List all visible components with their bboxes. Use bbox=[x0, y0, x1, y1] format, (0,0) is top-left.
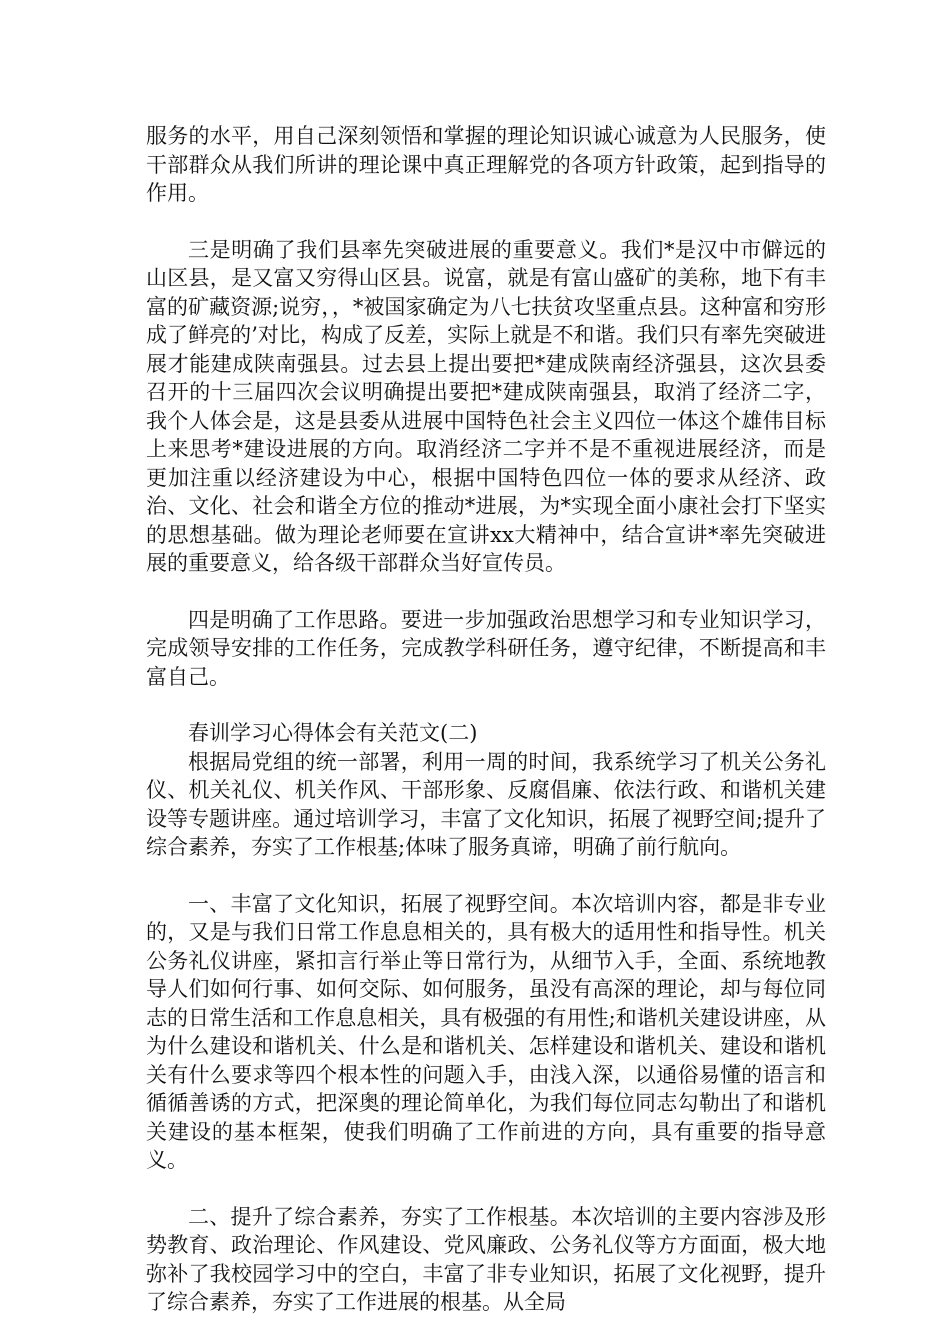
paragraph-intro: 根据局党组的统一部署，利用一周的时间，我系统学习了机关公务礼仪、机关礼仪、机关作风、干部形象、反腐倡廉、依法行政、和谐机关建设等专题讲座。通过培训学习，丰富了文化知识，拓展了视野空间;提升了综合素养，夯实了工作根基;体味了服务真谛，明确了前行航向。 bbox=[146, 749, 826, 859]
paragraph-point-three: 三是明确了我们县率先突破进展的重要意义。我们*是汉中市僻远的山区县，是又富又穷得山区县。说富，就是有富山盛矿的美称，地下有丰富的矿藏资源;说穷，，*被国家确定为八七扶贫攻坚重点县。这种富和穷形成了鲜亮的’对比，构成了反差，实际上就是不和谐。我们只有率先突破进展才能建成陕南强县。过去县上提出要把*建成陕南经济强县，这次县委召开的十三届四次会议明确提出要把*建成陕南强县，取消了经济二字，我个人体会是，这是县委从进展中国特色社会主义四位一体这个雄伟目标上来思考*建设进展的方向。取消经济二字并不是不重视进展经济，而是更加注重以经济建设为中心，根据中国特色四位一体的要求从经济、政治、文化、社会和谐全方位的推动*进展，为*实现全面小康社会打下坚实的思想基础。做为理论老师要在宣讲xx大精神中，结合宣讲*率先突破进展的重要意义，给各级干部群众当好宣传员。 bbox=[146, 237, 826, 575]
paragraph-section-two: 二、提升了综合素养，夯实了工作根基。本次培训的主要内容涉及形势教育、政治理论、作风建设、党风廉政、公务礼仪等方方面面，极大地弥补了我校园学习中的空白，丰富了非专业知识，拓展了文化视野，提升了综合素养，夯实了工作进展的根基。从全局 bbox=[146, 1204, 826, 1314]
paragraph-continuation: 服务的水平，用自己深刻领悟和掌握的理论知识诚心诚意为人民服务，使干部群众从我们所讲的理论课中真正理解党的各项方针政策，起到指导的作用。 bbox=[146, 124, 826, 205]
paragraph-section-one: 一、丰富了文化知识，拓展了视野空间。本次培训内容，都是非专业的，又是与我们日常工作息息相关的，具有极大的适用性和指导性。机关公务礼仪讲座，紧扣言行举止等日常行为，从细节入手，全面、系统地教导人们如何行事、如何交际、如何服务，虽没有高深的理论，却与每位同志的日常生活和工作息息相关，具有极强的有用性;和谐机关建设讲座，从为什么建设和谐机关、什么是和谐机关、怎样建设和谐机关、建设和谐机关有什么要求等四个根本性的问题入手，由浅入深，以通俗易懂的语言和循循善诱的方式，把深奥的理论简单化，为我们每位同志勾勒出了和谐机关建设的基本框架，使我们明确了工作前进的方向，具有重要的指导意义。 bbox=[146, 891, 826, 1172]
document-body bbox=[146, 122, 826, 1317]
paragraph-point-four: 四是明确了工作思路。要进一步加强政治思想学习和专业知识学习，完成领导安排的工作任务，完成教学科研任务，遵守纪律，不断提高和丰富自己。 bbox=[146, 607, 826, 689]
section-title: 春训学习心得体会有关范文(二) bbox=[188, 721, 478, 745]
